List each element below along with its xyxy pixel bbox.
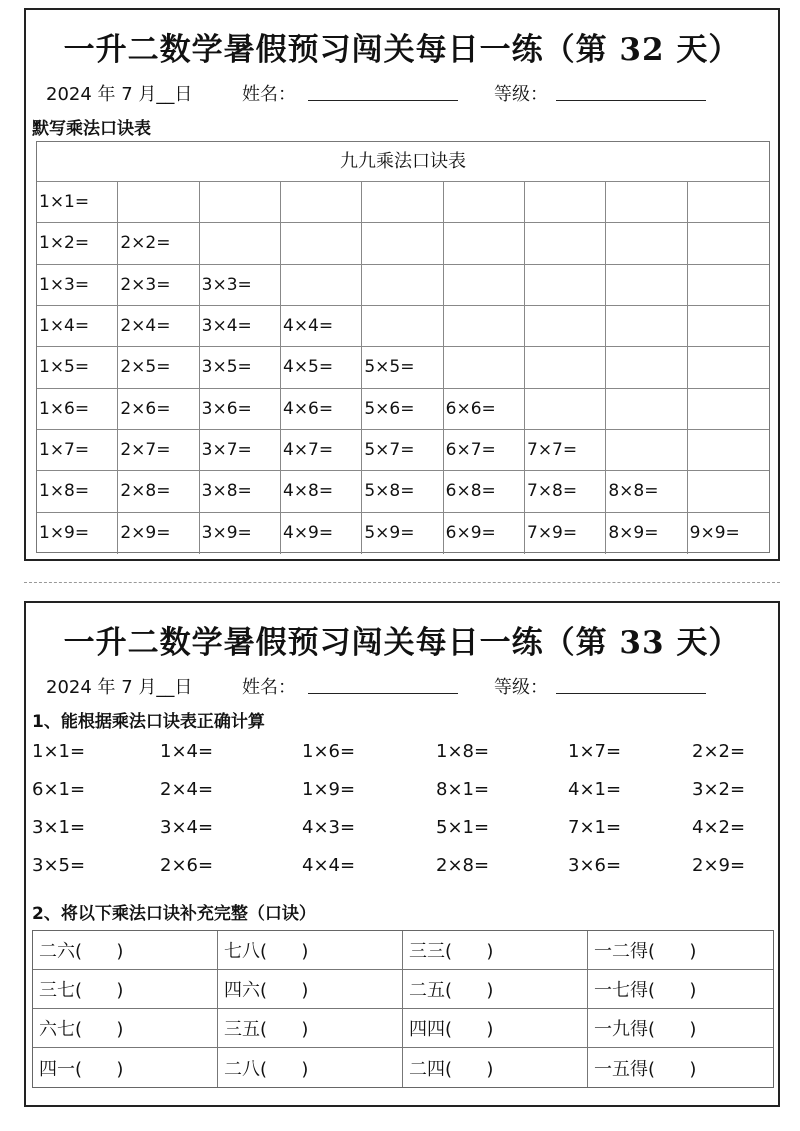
table-cell[interactable]: 2×5= bbox=[118, 347, 199, 388]
table-cell[interactable] bbox=[281, 182, 362, 223]
calc-problem[interactable]: 3×1= bbox=[32, 817, 86, 838]
table-cell[interactable]: 3×7= bbox=[200, 430, 281, 471]
problem-row bbox=[32, 817, 772, 855]
calc-problem[interactable]: 5×1= bbox=[436, 817, 490, 838]
table-cell[interactable]: 3×5= bbox=[200, 347, 281, 388]
name-label: 姓名： bbox=[242, 677, 296, 698]
calc-problem[interactable]: 8×1= bbox=[436, 779, 490, 800]
worksheet-day-33 bbox=[24, 601, 780, 1107]
table-cell[interactable] bbox=[444, 265, 525, 306]
table-cell[interactable]: 8×9= bbox=[606, 513, 687, 554]
table-cell[interactable]: 4×5= bbox=[281, 347, 362, 388]
table-cell[interactable] bbox=[444, 182, 525, 223]
fill-in-table bbox=[32, 930, 774, 1088]
table-cell[interactable] bbox=[606, 389, 687, 430]
table-cell[interactable] bbox=[281, 265, 362, 306]
section-heading-fill: 2、将以下乘法口诀补充完整（口诀） bbox=[32, 904, 316, 924]
table-cell[interactable]: 4×6= bbox=[281, 389, 362, 430]
multiplication-table bbox=[36, 141, 770, 553]
table-cell[interactable] bbox=[688, 389, 769, 430]
table-cell[interactable]: 2×4= bbox=[118, 306, 199, 347]
table-cell[interactable]: 5×7= bbox=[362, 430, 443, 471]
fill-cell[interactable]: 四一( ) bbox=[33, 1048, 218, 1087]
table-cell[interactable] bbox=[200, 223, 281, 264]
table-cell[interactable]: 4×9= bbox=[281, 513, 362, 554]
table-cell[interactable] bbox=[606, 223, 687, 264]
calc-problem[interactable]: 4×3= bbox=[302, 817, 356, 838]
date-field: 2024 年 7 月__日 bbox=[46, 84, 193, 105]
table-cell[interactable]: 6×6= bbox=[444, 389, 525, 430]
worksheet-title: 一升二数学暑假预习闯关每日一练（第 33 天） bbox=[63, 625, 741, 661]
table-cell[interactable]: 6×7= bbox=[444, 430, 525, 471]
table-cell[interactable]: 8×8= bbox=[606, 471, 687, 512]
date-field: 2024 年 7 月__日 bbox=[46, 677, 193, 698]
table-cell[interactable]: 6×9= bbox=[444, 513, 525, 554]
calc-problem[interactable]: 4×1= bbox=[568, 779, 622, 800]
table-cell[interactable]: 7×7= bbox=[525, 430, 606, 471]
table-cell[interactable]: 4×7= bbox=[281, 430, 362, 471]
table-cell[interactable]: 7×8= bbox=[525, 471, 606, 512]
fill-cell[interactable]: 二六( ) bbox=[33, 931, 218, 970]
table-cell[interactable] bbox=[525, 265, 606, 306]
fill-cell[interactable]: 二五( ) bbox=[403, 970, 588, 1009]
grade-label: 等级： bbox=[494, 84, 548, 105]
table-cell[interactable] bbox=[688, 223, 769, 264]
calc-problem[interactable]: 1×7= bbox=[568, 741, 622, 762]
grade-label: 等级： bbox=[494, 677, 548, 698]
grade-blank-line[interactable] bbox=[556, 100, 706, 101]
problem-row bbox=[32, 741, 772, 779]
table-cell[interactable]: 6×8= bbox=[444, 471, 525, 512]
table-cell[interactable]: 1×3= bbox=[37, 265, 118, 306]
section-heading-calc: 1、能根据乘法口诀表正确计算 bbox=[32, 712, 265, 732]
table-cell[interactable] bbox=[606, 430, 687, 471]
table-cell[interactable]: 5×6= bbox=[362, 389, 443, 430]
table-cell[interactable] bbox=[688, 347, 769, 388]
problem-row bbox=[32, 779, 772, 817]
fill-cell[interactable]: 一五得( ) bbox=[594, 1058, 697, 1080]
calc-problem[interactable]: 3×6= bbox=[568, 855, 622, 876]
fill-cell[interactable]: 二四( ) bbox=[403, 1048, 588, 1087]
table-cell[interactable] bbox=[688, 265, 769, 306]
table-cell[interactable]: 3×6= bbox=[200, 389, 281, 430]
table-cell[interactable]: 3×4= bbox=[200, 306, 281, 347]
table-cell[interactable]: 5×5= bbox=[362, 347, 443, 388]
section-heading: 默写乘法口诀表 bbox=[32, 119, 151, 139]
calc-problem[interactable]: 1×4= bbox=[160, 741, 214, 762]
table-cell[interactable] bbox=[688, 182, 769, 223]
calc-problem[interactable]: 7×1= bbox=[568, 817, 622, 838]
worksheet-day-32 bbox=[24, 8, 780, 561]
table-cell[interactable] bbox=[688, 471, 769, 512]
calc-problem[interactable]: 3×5= bbox=[32, 855, 86, 876]
fill-cell[interactable]: 六七( ) bbox=[33, 1009, 218, 1048]
table-cell[interactable] bbox=[525, 347, 606, 388]
table-title: 九九乘法口诀表 bbox=[37, 142, 769, 182]
table-cell[interactable] bbox=[525, 306, 606, 347]
fill-cell[interactable]: 二八( ) bbox=[218, 1048, 403, 1087]
fill-cell[interactable]: 七八( ) bbox=[218, 931, 403, 970]
table-cell[interactable] bbox=[362, 265, 443, 306]
table-cell[interactable]: 2×8= bbox=[118, 471, 199, 512]
fill-cell[interactable]: 三三( ) bbox=[403, 931, 588, 970]
table-cell[interactable]: 2×7= bbox=[118, 430, 199, 471]
table-cell[interactable]: 5×9= bbox=[362, 513, 443, 554]
table-cell[interactable] bbox=[606, 306, 687, 347]
table-cell[interactable]: 1×5= bbox=[37, 347, 118, 388]
table-cell[interactable] bbox=[362, 306, 443, 347]
calc-problem[interactable]: 1×9= bbox=[302, 779, 356, 800]
table-cell[interactable] bbox=[688, 430, 769, 471]
table-cell[interactable] bbox=[606, 182, 687, 223]
calc-problem[interactable]: 4×2= bbox=[692, 817, 746, 838]
fill-cell[interactable]: 四四( ) bbox=[403, 1009, 588, 1048]
table-cell[interactable]: 1×9= bbox=[37, 513, 118, 554]
table-cell[interactable] bbox=[200, 182, 281, 223]
table-cell[interactable] bbox=[118, 182, 199, 223]
table-cell[interactable]: 1×8= bbox=[37, 471, 118, 512]
calculation-problems bbox=[32, 741, 772, 893]
table-cell[interactable] bbox=[525, 223, 606, 264]
table-cell[interactable]: 3×9= bbox=[200, 513, 281, 554]
calc-problem[interactable]: 2×4= bbox=[160, 779, 214, 800]
table-cell[interactable] bbox=[606, 265, 687, 306]
table-cell[interactable] bbox=[444, 347, 525, 388]
table-cell[interactable] bbox=[688, 306, 769, 347]
calc-problem[interactable]: 6×1= bbox=[32, 779, 86, 800]
calc-problem[interactable]: 3×2= bbox=[692, 779, 746, 800]
table-cell[interactable] bbox=[444, 223, 525, 264]
table-cell[interactable]: 1×7= bbox=[37, 430, 118, 471]
calc-problem[interactable]: 3×4= bbox=[160, 817, 214, 838]
table-cell[interactable]: 4×4= bbox=[281, 306, 362, 347]
table-cell[interactable] bbox=[606, 347, 687, 388]
calc-problem[interactable]: 4×4= bbox=[302, 855, 356, 876]
multiplication-grid bbox=[37, 182, 769, 554]
grade-blank-line[interactable] bbox=[556, 693, 706, 694]
table-cell[interactable] bbox=[444, 306, 525, 347]
table-cell[interactable] bbox=[281, 223, 362, 264]
table-cell[interactable] bbox=[525, 182, 606, 223]
table-cell[interactable]: 4×8= bbox=[281, 471, 362, 512]
problem-row bbox=[32, 855, 772, 893]
table-cell[interactable]: 2×9= bbox=[118, 513, 199, 554]
table-cell[interactable]: 2×6= bbox=[118, 389, 199, 430]
table-cell[interactable]: 3×3= bbox=[200, 265, 281, 306]
table-cell[interactable]: 1×1= bbox=[37, 182, 118, 223]
table-cell[interactable]: 7×9= bbox=[525, 513, 606, 554]
fill-cell[interactable]: 四六( ) bbox=[218, 970, 403, 1009]
calc-problem[interactable]: 1×6= bbox=[302, 741, 356, 762]
table-cell[interactable]: 1×4= bbox=[37, 306, 118, 347]
fill-cell[interactable]: 三五( ) bbox=[218, 1009, 403, 1048]
table-cell[interactable]: 2×2= bbox=[118, 223, 199, 264]
worksheet-title: 一升二数学暑假预习闯关每日一练（第 32 天） bbox=[63, 32, 741, 68]
name-label: 姓名： bbox=[242, 84, 296, 105]
table-cell[interactable]: 2×3= bbox=[118, 265, 199, 306]
table-cell[interactable]: 1×6= bbox=[37, 389, 118, 430]
name-blank-line[interactable] bbox=[308, 693, 458, 694]
table-cell[interactable]: 3×8= bbox=[200, 471, 281, 512]
page-divider bbox=[24, 582, 780, 583]
table-cell[interactable] bbox=[525, 389, 606, 430]
table-cell[interactable] bbox=[362, 223, 443, 264]
fill-cell[interactable]: 一七得( ) bbox=[588, 970, 773, 1009]
calc-problem[interactable]: 2×9= bbox=[692, 855, 746, 876]
table-cell[interactable] bbox=[362, 182, 443, 223]
calc-problem[interactable]: 1×8= bbox=[436, 741, 490, 762]
table-cell[interactable]: 5×8= bbox=[362, 471, 443, 512]
fill-cell[interactable]: 一二得( ) bbox=[588, 931, 773, 970]
fill-cell[interactable]: 一九得( ) bbox=[588, 1009, 773, 1048]
calc-problem[interactable]: 2×6= bbox=[160, 855, 214, 876]
calc-problem[interactable]: 1×1= bbox=[32, 741, 86, 762]
name-blank-line[interactable] bbox=[308, 100, 458, 101]
table-cell[interactable]: 1×2= bbox=[37, 223, 118, 264]
fill-cell[interactable]: 三七( ) bbox=[33, 970, 218, 1009]
table-cell[interactable]: 9×9= bbox=[689, 523, 740, 544]
calc-problem[interactable]: 2×2= bbox=[692, 741, 746, 762]
calc-problem[interactable]: 2×8= bbox=[436, 855, 490, 876]
